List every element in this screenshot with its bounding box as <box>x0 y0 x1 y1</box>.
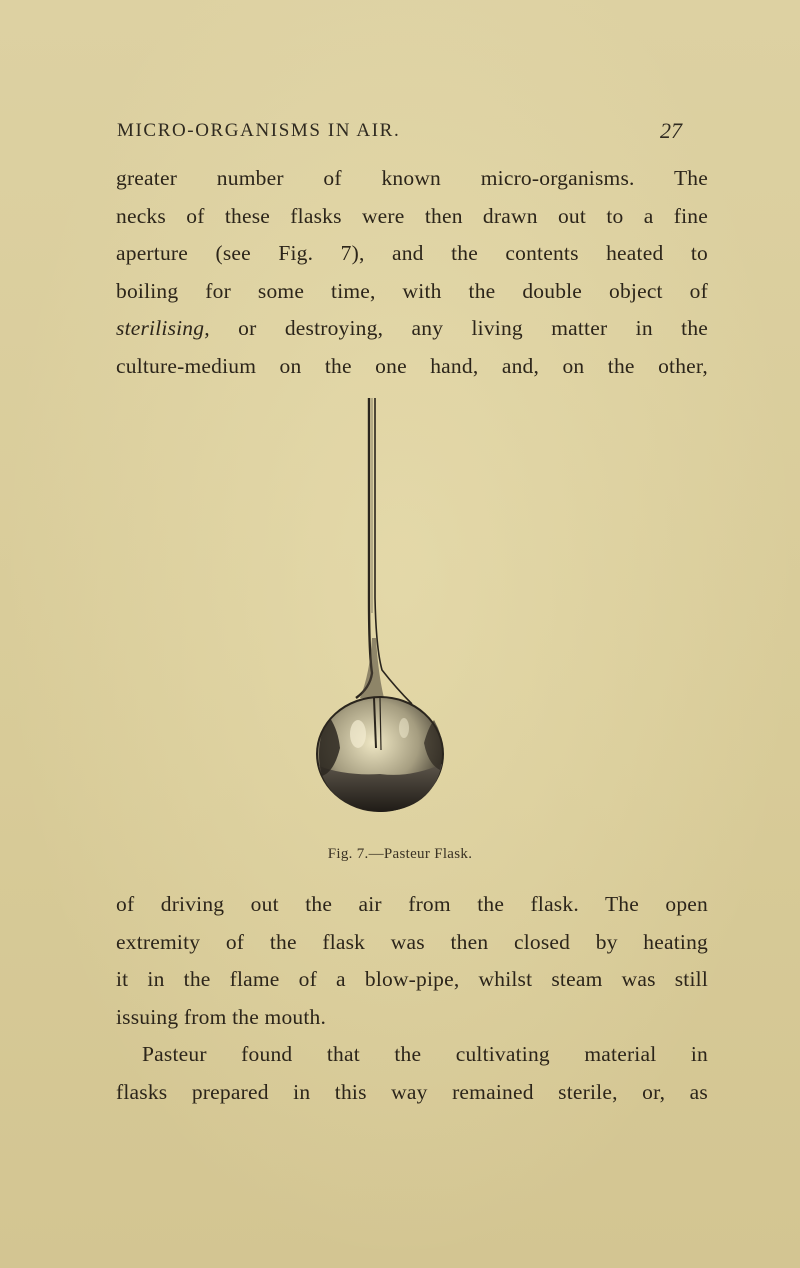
text-line: greater number of known micro-organisms. The <box>116 166 708 190</box>
text-line: culture-medium on the one hand, and, on the other, <box>116 353 708 378</box>
text-line: flasks prepared in this way remained sterile, or, as <box>116 1079 708 1104</box>
paragraph-1 <box>116 160 708 386</box>
text-line <box>116 310 708 348</box>
text-line: aperture (see Fig. 7), and the contents heated to <box>116 241 708 266</box>
running-head <box>0 116 800 146</box>
text-line: necks of these flasks were then drawn out to a fine <box>116 203 708 228</box>
text-line: issuing from the mouth. <box>116 1004 327 1029</box>
pasteur-flask-illustration <box>300 398 470 838</box>
figure-caption: Fig. 7.—Pasteur Flask. <box>327 846 473 862</box>
chapter-title: MICRO-ORGANISMS IN AIR. <box>117 120 401 141</box>
text-line: of driving out the air from the flask. The open <box>116 892 708 916</box>
italic-term: sterilising, <box>116 316 210 341</box>
paragraph-2 <box>116 886 708 1112</box>
text-fragment: or destroying, any living matter in the <box>238 316 709 341</box>
text-line: Pasteur found that the cultivating material in <box>142 1042 708 1067</box>
page-number: 27 <box>660 118 682 143</box>
text-line: boiling for some time, with the double object of <box>116 278 708 303</box>
text-line: extremity of the flask was then closed by heating <box>116 929 708 954</box>
text-line: it in the flame of a blow-pipe, whilst steam was still <box>116 967 708 992</box>
